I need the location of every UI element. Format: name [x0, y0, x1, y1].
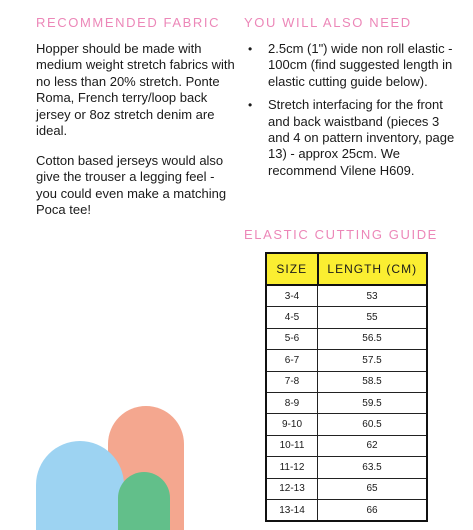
green-arch-shape	[118, 472, 170, 530]
table-row	[266, 328, 427, 349]
table-row	[266, 307, 427, 328]
length-cell: 58.5	[318, 371, 428, 392]
length-cell: 65	[318, 478, 428, 499]
table-row	[266, 499, 427, 521]
bullet-icon: •	[248, 42, 253, 56]
table-row	[266, 350, 427, 371]
length-cell: 56.5	[318, 328, 428, 349]
length-cell: 57.5	[318, 350, 428, 371]
table-row	[266, 478, 427, 499]
recommended-fabric-heading: RECOMMENDED FABRIC	[36, 15, 221, 30]
table-row	[266, 371, 427, 392]
column-header-size: SIZE	[266, 253, 318, 285]
also-need-list	[244, 41, 464, 186]
length-cell: 63.5	[318, 457, 428, 478]
elastic-guide-heading: ELASTIC CUTTING GUIDE	[244, 227, 438, 242]
fabric-paragraph-2: Cotton based jerseys would also give the trouser a legging feel - you could even make a matching Poca tee!	[36, 153, 227, 218]
size-cell: 3-4	[266, 285, 318, 307]
fabric-paragraph-1: Hopper should be made with medium weight stretch fabrics with no less than 20% stretch. Ponte Roma, French terry/loop back jersey or 8oz stretch denim are ideal.	[36, 41, 235, 139]
table-row	[266, 285, 427, 307]
table-row	[266, 392, 427, 413]
size-cell: 4-5	[266, 307, 318, 328]
table-row	[266, 457, 427, 478]
size-cell: 6-7	[266, 350, 318, 371]
elastic-cutting-table	[265, 252, 428, 522]
list-item-text: 2.5cm (1") wide non roll elastic - 100cm (find suggested length in elastic cutting guide below).	[268, 41, 453, 89]
length-cell: 62	[318, 435, 428, 456]
list-item	[244, 97, 464, 179]
size-cell: 13-14	[266, 499, 318, 521]
size-cell: 11-12	[266, 457, 318, 478]
blue-arch-shape	[36, 441, 124, 530]
salmon-arch-shape	[108, 406, 184, 530]
size-cell: 9-10	[266, 414, 318, 435]
table-row	[266, 414, 427, 435]
column-header-length: LENGTH (CM)	[318, 253, 428, 285]
length-cell: 53	[318, 285, 428, 307]
size-cell: 10-11	[266, 435, 318, 456]
length-cell: 59.5	[318, 392, 428, 413]
table-body	[266, 285, 427, 521]
bullet-icon: •	[248, 98, 253, 113]
length-cell: 60.5	[318, 414, 428, 435]
size-cell: 7-8	[266, 371, 318, 392]
also-need-heading: YOU WILL ALSO NEED	[244, 15, 412, 30]
size-cell: 8-9	[266, 392, 318, 413]
table-header-row	[266, 253, 427, 285]
list-item	[244, 41, 464, 90]
table-row	[266, 435, 427, 456]
size-cell: 12-13	[266, 478, 318, 499]
size-cell: 5-6	[266, 328, 318, 349]
length-cell: 66	[318, 499, 428, 521]
length-cell: 55	[318, 307, 428, 328]
list-item-text: Stretch interfacing for the front and back waistband (pieces 3 and 4 on pattern inventory, page 13) - approx 25cm. We recommend Vilene H609.	[268, 97, 455, 178]
